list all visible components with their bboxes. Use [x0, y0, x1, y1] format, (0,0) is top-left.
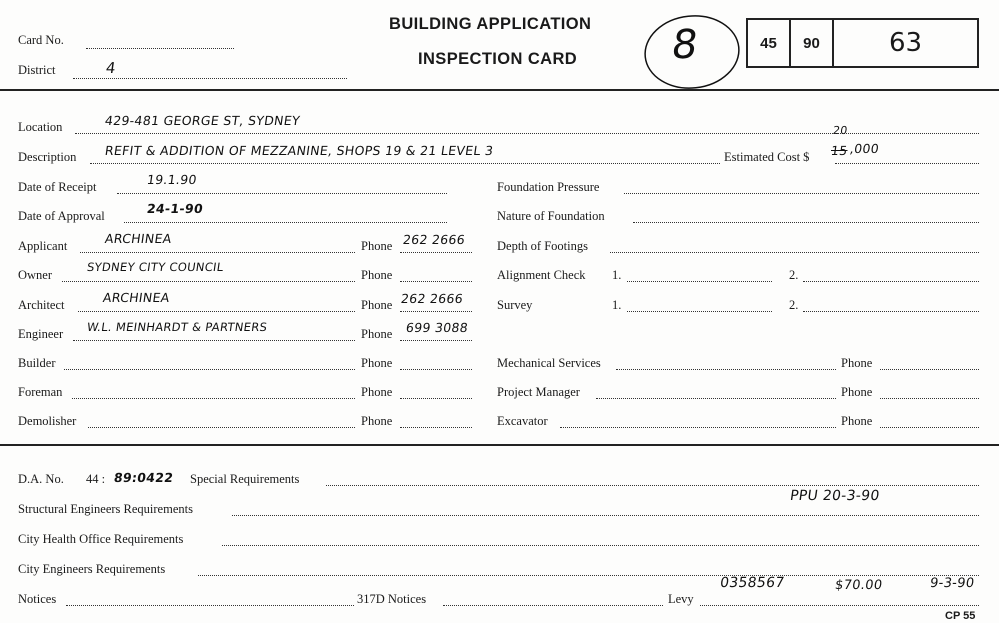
engineer-phone-value: 699 3088 [404, 320, 470, 335]
owner-label: Owner [18, 268, 53, 282]
applicant-field[interactable] [80, 252, 355, 253]
mechanical-phone-label: Phone [841, 356, 873, 370]
description-value: REFIT & ADDITION OF MEZZANINE, SHOPS 19 & 21 LEVEL 3 [103, 143, 495, 158]
levy-amount-value: $70.00 [833, 578, 884, 593]
foreman-field[interactable] [72, 398, 355, 399]
notices-317d-field[interactable] [443, 605, 663, 606]
card-no-field[interactable] [86, 48, 234, 49]
structural-requirements-label: Structural Engineers Requirements [18, 502, 193, 516]
excavator-label: Excavator [497, 414, 548, 428]
da-no-prefix: 44 : [86, 472, 106, 486]
architect-phone-label: Phone [361, 298, 393, 312]
da-no-value: 89:0422 [112, 470, 175, 485]
survey-field-1[interactable] [627, 311, 772, 312]
reference-cell-1: 45 [748, 20, 791, 66]
engineer-value: W.L. MEINHARDT & PARTNERS [86, 320, 269, 334]
notices-label: Notices [18, 592, 57, 606]
district-label: District [18, 63, 56, 77]
architect-phone-value: 262 2666 [399, 291, 465, 306]
description-label: Description [18, 150, 77, 164]
location-value: 429-481 GEORGE ST, SYDNEY [103, 113, 302, 128]
reference-cell-2: 90 [791, 20, 834, 66]
special-requirements-label: Special Requirements [190, 472, 300, 486]
architect-label: Architect [18, 298, 65, 312]
demolisher-phone-label: Phone [361, 414, 393, 428]
foundation-pressure-field[interactable] [624, 193, 979, 194]
survey-label: Survey [497, 298, 533, 312]
title-line2: INSPECTION CARD [418, 50, 578, 68]
applicant-phone-label: Phone [361, 239, 393, 253]
survey-field-2[interactable] [803, 311, 979, 312]
project-manager-phone-field[interactable] [880, 398, 979, 399]
health-requirements-field[interactable] [222, 545, 979, 546]
applicant-phone-value: 262 2666 [401, 232, 467, 247]
survey-num1: 1. [612, 298, 622, 312]
nature-foundation-field[interactable] [633, 222, 979, 223]
estimated-cost-correction: 20 [832, 124, 849, 137]
estimated-cost-struck: 15 [829, 143, 849, 158]
estimated-cost-value: ,000 [848, 141, 881, 156]
demolisher-field[interactable] [88, 427, 355, 428]
reference-cell-3: 63 [888, 28, 923, 58]
levy-field[interactable] [700, 605, 979, 606]
section-divider [0, 444, 999, 446]
mechanical-phone-field[interactable] [880, 369, 979, 370]
structural-requirements-field[interactable] [232, 515, 979, 516]
foundation-pressure-label: Foundation Pressure [497, 180, 600, 194]
levy-label: Levy [668, 592, 694, 606]
nature-foundation-label: Nature of Foundation [497, 209, 605, 223]
applicant-value: ARCHINEA [103, 231, 173, 246]
architect-phone-field[interactable] [400, 311, 472, 312]
owner-phone-label: Phone [361, 268, 393, 282]
alignment-check-field-2[interactable] [803, 281, 979, 282]
project-manager-phone-label: Phone [841, 385, 873, 399]
engineer-phone-label: Phone [361, 327, 393, 341]
architect-value: ARCHINEA [101, 290, 171, 305]
owner-field[interactable] [62, 281, 355, 282]
excavator-phone-field[interactable] [880, 427, 979, 428]
header-divider [0, 89, 999, 91]
owner-phone-field[interactable] [400, 281, 472, 282]
demolisher-phone-field[interactable] [400, 427, 472, 428]
da-no-label: D.A. No. [18, 472, 64, 486]
date-approval-field[interactable] [124, 222, 447, 223]
date-approval-label: Date of Approval [18, 209, 105, 223]
city-engineers-label: City Engineers Requirements [18, 562, 166, 576]
form-code: CP 55 [945, 610, 976, 622]
engineer-field[interactable] [73, 340, 355, 341]
foreman-label: Foreman [18, 385, 63, 399]
date-receipt-field[interactable] [117, 193, 447, 194]
date-receipt-value: 19.1.90 [145, 172, 198, 187]
estimated-cost-field[interactable] [835, 163, 979, 164]
foreman-phone-field[interactable] [400, 398, 472, 399]
demolisher-label: Demolisher [18, 414, 77, 428]
architect-field[interactable] [78, 311, 355, 312]
engineer-label: Engineer [18, 327, 64, 341]
description-field[interactable] [90, 163, 720, 164]
project-manager-field[interactable] [596, 398, 836, 399]
builder-field[interactable] [64, 369, 355, 370]
structural-requirements-value: PPU 20-3-90 [788, 488, 881, 504]
title-line1: BUILDING APPLICATION [389, 15, 592, 33]
builder-phone-label: Phone [361, 356, 393, 370]
survey-num2: 2. [789, 298, 799, 312]
builder-phone-field[interactable] [400, 369, 472, 370]
health-requirements-label: City Health Office Requirements [18, 532, 184, 546]
builder-label: Builder [18, 356, 56, 370]
reference-box [746, 18, 979, 68]
estimated-cost-label: Estimated Cost $ [724, 150, 810, 164]
district-field[interactable] [73, 78, 347, 79]
alignment-check-num2: 2. [789, 268, 799, 282]
special-requirements-field[interactable] [326, 485, 979, 486]
alignment-check-label: Alignment Check [497, 268, 586, 282]
circled-number: 8 [668, 22, 701, 68]
owner-value: SYDNEY CITY COUNCIL [86, 260, 225, 274]
notices-317d-label: 317D Notices [357, 592, 427, 606]
applicant-label: Applicant [18, 239, 68, 253]
project-manager-label: Project Manager [497, 385, 580, 399]
applicant-phone-field[interactable] [400, 252, 472, 253]
mechanical-services-label: Mechanical Services [497, 356, 601, 370]
date-receipt-label: Date of Receipt [18, 180, 97, 194]
foreman-phone-label: Phone [361, 385, 393, 399]
location-label: Location [18, 120, 63, 134]
excavator-field[interactable] [560, 427, 836, 428]
card-no-label: Card No. [18, 33, 64, 47]
notices-field[interactable] [66, 605, 354, 606]
city-engineers-field[interactable] [198, 575, 979, 576]
alignment-check-num1: 1. [612, 268, 622, 282]
mechanical-services-field[interactable] [616, 369, 836, 370]
levy-date-value: 9-3-90 [928, 576, 976, 591]
district-value: 4 [104, 59, 118, 77]
levy-receipt-value: 0358567 [718, 575, 786, 591]
depth-footings-field[interactable] [610, 252, 979, 253]
date-approval-value: 24-1-90 [145, 201, 205, 216]
depth-footings-label: Depth of Footings [497, 239, 588, 253]
alignment-check-field-1[interactable] [627, 281, 772, 282]
engineer-phone-field[interactable] [400, 340, 472, 341]
excavator-phone-label: Phone [841, 414, 873, 428]
